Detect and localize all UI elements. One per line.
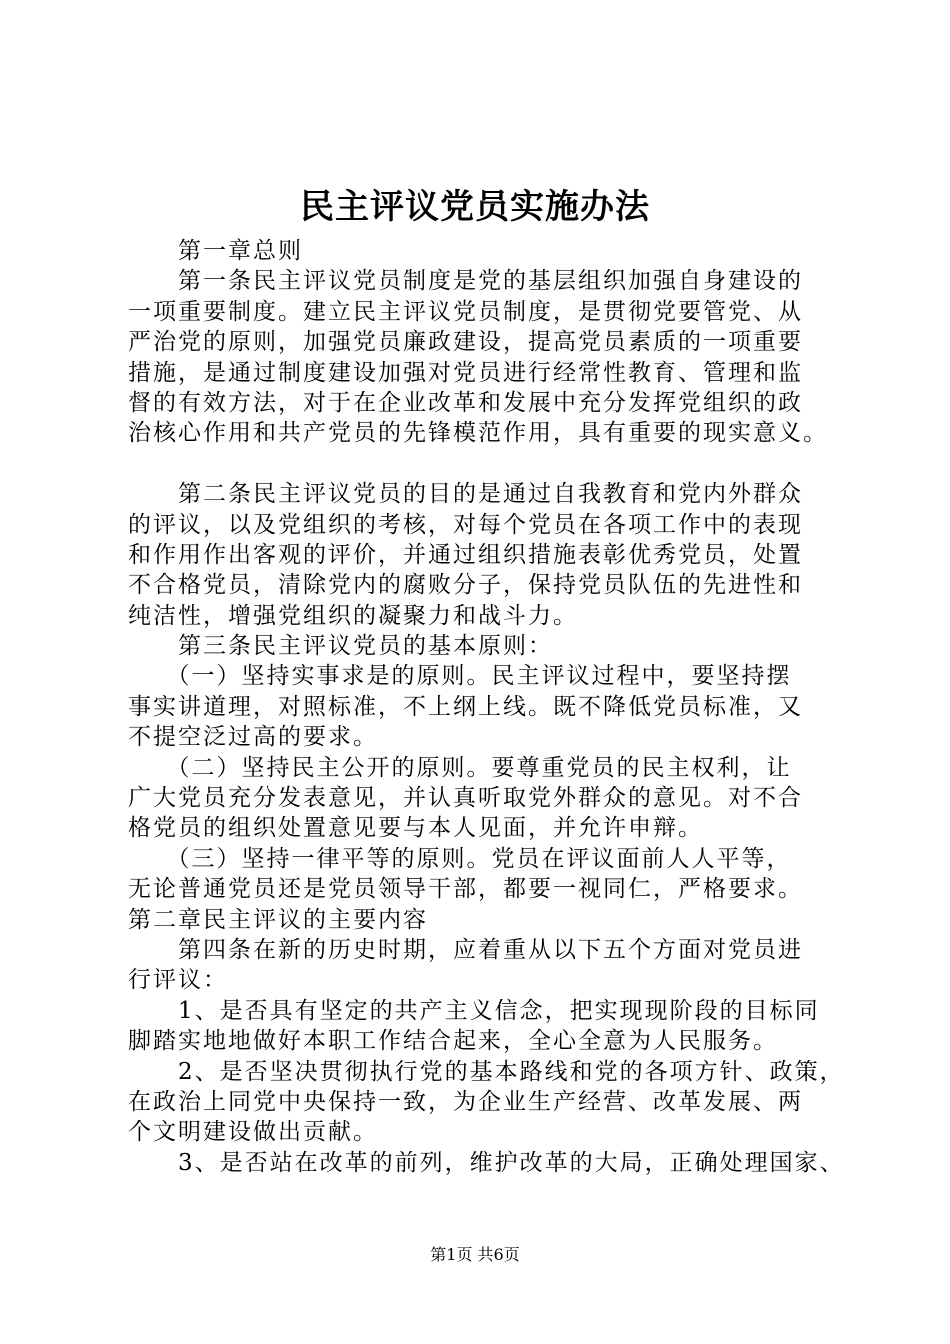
paragraph-line: 1、是否具有坚定的共产主义信念，把实现现阶段的目标同 <box>128 997 820 1024</box>
chapter-1-heading: 第一章总则 <box>128 238 303 264</box>
document-title: 民主评议党员实施办法 <box>300 187 650 227</box>
paragraph-line: 第三条民主评议党员的基本原则： <box>128 633 553 660</box>
paragraph-line: 脚踏实地地做好本职工作结合起来，全心全意为人民服务。 <box>128 1028 778 1055</box>
paragraph-line: 措施，是通过制度建设加强对党员进行经常性教育、管理和监 <box>128 359 803 386</box>
paragraph-line: 格党员的组织处置意见要与本人见面，并允许申辩。 <box>128 815 703 842</box>
paragraph-line: （二）坚持民主公开的原则。要尊重党员的民主权利，让 <box>128 754 792 781</box>
paragraph-line: 的评议，以及党组织的考核，对每个党员在各项工作中的表现 <box>128 511 803 538</box>
document-body <box>128 236 845 1178</box>
chapter-2-heading: 第二章民主评议的主要内容 <box>128 906 428 933</box>
blank-line <box>128 449 828 479</box>
paragraph-line: 无论普通党员还是党员领导干部，都要一视同仁，严格要求。 <box>128 876 803 903</box>
paragraph-line: 广大党员充分发表意见，并认真听取党外群众的意见。对不合 <box>128 785 803 812</box>
paragraph-line: （一）坚持实事求是的原则。民主评议过程中，要坚持摆 <box>128 663 792 690</box>
paragraph-line: 3、是否站在改革的前列，维护改革的大局，正确处理国家、 <box>128 1149 845 1176</box>
paragraph-line: 严治党的原则，加强党员廉政建设，提高党员素质的一项重要 <box>128 329 803 356</box>
paragraph-line: 2、是否坚决贯彻执行党的基本路线和党的各项方针、政策， <box>128 1058 845 1085</box>
page-number: 第1页 共6页 <box>430 1245 520 1264</box>
paragraph-line: 第一条民主评议党员制度是党的基层组织加强自身建设的 <box>128 268 803 295</box>
paragraph-line: 第二条民主评议党员的目的是通过自我教育和党内外群众 <box>128 481 803 508</box>
paragraph-line: 行评议： <box>128 967 228 994</box>
paragraph-line: 纯洁性，增强党组织的凝聚力和战斗力。 <box>128 602 578 629</box>
paragraph-line: 不合格党员，清除党内的腐败分子，保持党员队伍的先进性和 <box>128 572 803 599</box>
paragraph-line: 在政治上同党中央保持一致，为企业生产经营、改革发展、两 <box>128 1088 803 1115</box>
paragraph-line: 不提空泛过高的要求。 <box>128 724 378 751</box>
paragraph-line: 督的有效方法，对于在企业改革和发展中充分发挥党组织的政 <box>128 389 803 416</box>
paragraph-line: 一项重要制度。建立民主评议党员制度，是贯彻党要管党、从 <box>128 298 803 325</box>
paragraph-line: 事实讲道理，对照标准，不上纲上线。既不降低党员标准，又 <box>128 693 803 720</box>
paragraph-line: 和作用作出客观的评价，并通过组织措施表彰优秀党员，处置 <box>128 541 803 568</box>
paragraph-line: 治核心作用和共产党员的先锋模范作用，具有重要的现实意义。 <box>128 420 828 447</box>
paragraph-line: （三）坚持一律平等的原则。党员在评议面前人人平等， <box>128 845 792 872</box>
paragraph-line: 第四条在新的历史时期，应着重从以下五个方面对党员进 <box>128 936 803 963</box>
paragraph-line: 个文明建设做出贡献。 <box>128 1119 378 1146</box>
